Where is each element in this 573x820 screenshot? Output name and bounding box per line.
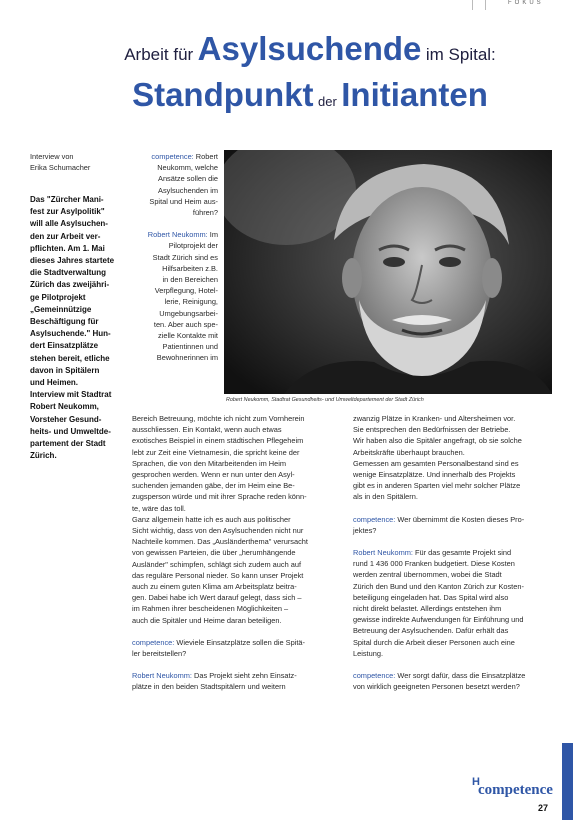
text-line bbox=[132, 185, 218, 196]
line-text: zwanzig Plätze in Kranken- und Altersheimen vor. bbox=[353, 414, 516, 423]
line-text: dieses Jahres startete bbox=[30, 256, 115, 266]
text-line bbox=[132, 435, 345, 446]
text-line bbox=[353, 525, 553, 536]
line-text: rund 1 436 000 Franken budgetiert. Diese Kosten bbox=[353, 559, 515, 569]
line-text: Im Pilotprojekt der bbox=[168, 230, 218, 251]
line-text: gen. Dabei habe ich Wert darauf gelegt, dass sich – bbox=[132, 593, 302, 603]
page-number: 27 bbox=[538, 803, 549, 813]
top-bar bbox=[0, 0, 573, 14]
text-line bbox=[132, 196, 218, 207]
edge-color-bar bbox=[562, 743, 573, 820]
question-4 bbox=[353, 670, 553, 692]
text-line bbox=[132, 162, 218, 173]
line-text: Leistung. bbox=[353, 648, 383, 658]
line-text: den zur Arbeit ver- bbox=[30, 231, 101, 241]
line-text: gewisse indirekte Aufwendungen für Einführung und bbox=[353, 615, 524, 625]
text-line bbox=[132, 547, 345, 558]
text-line bbox=[30, 255, 125, 267]
text-line bbox=[353, 614, 553, 625]
text-line bbox=[132, 615, 345, 626]
line-text: pflichten. Am 1. Mai bbox=[30, 243, 105, 253]
line-text: als in den Spitälern. bbox=[353, 492, 418, 502]
text-line bbox=[30, 365, 125, 377]
line-text: heits- und Umweltde- bbox=[30, 426, 111, 436]
text-line bbox=[30, 401, 125, 413]
line-text: Asylsuchenden im bbox=[158, 185, 218, 195]
text-line bbox=[132, 207, 218, 218]
text-line bbox=[30, 279, 125, 291]
text-line bbox=[353, 558, 553, 569]
text-line bbox=[353, 547, 553, 558]
line-text: werden zentral übernommen, wobei die Stadt bbox=[353, 570, 502, 580]
line-text: die Stadtverwaltung bbox=[30, 268, 107, 278]
text-line bbox=[353, 491, 553, 502]
answer-2-continued bbox=[353, 413, 553, 503]
text-line bbox=[353, 637, 553, 648]
headline-part: im Spital: bbox=[425, 45, 496, 64]
text-line bbox=[30, 328, 125, 340]
line-text: will alle Asylsuchen- bbox=[30, 219, 108, 229]
text-line bbox=[132, 229, 218, 251]
line-text: Arbeitskräfte überhaupt brauchen. bbox=[353, 447, 465, 457]
line-text: und Heimen. bbox=[30, 378, 79, 388]
headline-part: der bbox=[318, 94, 337, 109]
line-text: Sicht wichtig, dass von den Asylsuchenden nicht nur bbox=[132, 526, 304, 536]
line-text: zielle Kontakte mit bbox=[158, 331, 218, 341]
byline bbox=[30, 151, 122, 173]
text-line bbox=[353, 480, 553, 491]
top-tab-mark bbox=[472, 0, 486, 10]
text-line bbox=[132, 341, 218, 352]
line-text: gesprochen werden. Wenn er nun unter den Asyl- bbox=[132, 470, 295, 480]
text-line bbox=[353, 569, 553, 580]
line-text: wenige Einsatzplätze. Und innerhalb des Projekts bbox=[353, 470, 516, 480]
line-text: von gewissen Parteien, die über „herumhängende bbox=[132, 548, 296, 558]
text-line bbox=[132, 536, 345, 547]
headline-keyword: Standpunkt bbox=[132, 76, 314, 113]
text-line bbox=[353, 458, 553, 469]
headline-line-2 bbox=[60, 76, 560, 114]
text-line bbox=[353, 469, 553, 480]
line-text: partement der Stadt bbox=[30, 439, 106, 449]
text-line bbox=[132, 570, 345, 581]
line-text: Patientinnen und bbox=[162, 342, 218, 352]
text-line bbox=[353, 447, 553, 458]
text-line bbox=[132, 330, 218, 341]
line-text: Vorsteher Gesund- bbox=[30, 414, 102, 424]
text-line bbox=[132, 173, 218, 184]
text-line bbox=[30, 340, 125, 352]
speaker-label: competence: bbox=[132, 637, 175, 647]
line-text: „Gemeinnützige bbox=[30, 304, 92, 314]
text-line bbox=[353, 514, 553, 525]
line-text: Ganz allgemein hatte ich es auch aus politischer bbox=[132, 514, 291, 524]
line-text: Zürich den Bund und den Kanton Zürich zur Kosten- bbox=[353, 581, 524, 591]
line-text: Robert bbox=[193, 152, 218, 161]
headline-keyword: Asylsuchende bbox=[197, 30, 422, 67]
text-line bbox=[132, 296, 218, 307]
line-text: te, wäre das toll. bbox=[132, 503, 186, 513]
lead-paragraph bbox=[30, 194, 125, 462]
text-line bbox=[30, 194, 125, 206]
question-2 bbox=[132, 637, 345, 659]
line-text: gibt es in anderen Sparten viel mehr solcher Plätze bbox=[353, 481, 521, 491]
text-line bbox=[132, 413, 345, 424]
line-text: Ausländer" schimpfen, schlägt sich zudem auch auf bbox=[132, 559, 302, 569]
line-text: plätze in den beiden Stadtspitälern und weitern bbox=[132, 682, 286, 692]
line-text: Gemessen am gesamten Personalbestand sind es bbox=[353, 458, 519, 468]
answer-3 bbox=[353, 547, 553, 659]
text-line bbox=[132, 319, 218, 330]
column-2-lower bbox=[132, 413, 345, 693]
line-text: Bewohnerinnen im bbox=[156, 353, 218, 363]
speaker-label: Robert Neukomm: bbox=[147, 230, 208, 240]
text-line bbox=[132, 681, 345, 692]
text-line bbox=[132, 480, 345, 491]
line-text: Asylsuchende." Hun- bbox=[30, 329, 111, 339]
text-line bbox=[30, 243, 125, 255]
line-text: Betreuung der Asylsuchenden. Dafür erhält das bbox=[353, 626, 509, 636]
question-3 bbox=[353, 514, 553, 536]
speaker-label: competence: bbox=[151, 152, 194, 161]
text-line bbox=[132, 274, 218, 285]
text-line bbox=[132, 603, 345, 614]
text-line bbox=[132, 447, 345, 458]
line-text: ten. Aber auch spe- bbox=[153, 319, 218, 329]
logo-word: competence bbox=[478, 782, 553, 798]
line-text: Wieviele Einsatzplätze sollen die Spitä- bbox=[174, 637, 305, 647]
text-line bbox=[30, 304, 125, 316]
text-line bbox=[132, 581, 345, 592]
text-line bbox=[30, 206, 125, 218]
line-text: stehen bereit, etliche bbox=[30, 353, 110, 363]
line-text: Das Projekt sieht zehn Einsatz- bbox=[191, 671, 297, 681]
text-line bbox=[132, 469, 345, 480]
text-line bbox=[132, 352, 218, 363]
line-text: Umgebungsarbei- bbox=[159, 308, 218, 318]
text-line bbox=[353, 681, 553, 692]
line-text: ler bereitstellen? bbox=[132, 649, 187, 659]
photo-caption: Robert Neukomm, Stadtrat Gesundheits- und Umweltdepartement der Stadt Zürich bbox=[226, 397, 424, 403]
text-line bbox=[132, 503, 345, 514]
line-text: auch die Spitäler und Heime daran beteiligen. bbox=[132, 615, 282, 625]
line-text: Wer übernimmt die Kosten dieses Pro- bbox=[395, 514, 525, 524]
line-text: Spital durch die Arbeit dieser Personen auch eine bbox=[353, 637, 515, 647]
line-text: jektes? bbox=[353, 525, 377, 535]
line-text: in den Bereichen bbox=[162, 275, 218, 285]
line-text: von wirklich geeigneten Personen besetzt werden? bbox=[353, 682, 520, 692]
text-line bbox=[30, 450, 125, 462]
text-line bbox=[30, 316, 125, 328]
text-line bbox=[30, 218, 125, 230]
text-line bbox=[353, 603, 553, 614]
text-line bbox=[353, 424, 553, 435]
text-line bbox=[30, 292, 125, 304]
text-line bbox=[132, 285, 218, 296]
text-line bbox=[353, 581, 553, 592]
line-text: ausschliessen. Ein Kontakt, wenn auch etwas bbox=[132, 425, 282, 435]
text-line bbox=[30, 438, 125, 450]
line-text: lerie, Reinigung, bbox=[164, 297, 218, 307]
line-text: Sie entsprechen den Bedürfnissen der Betriebe. bbox=[353, 425, 511, 435]
text-line bbox=[30, 389, 125, 401]
line-text: Sprachen, die von den Mitarbeitenden im Heim bbox=[132, 458, 287, 468]
line-text: Robert Neukomm, bbox=[30, 402, 99, 412]
line-text: Verpflegung, Hotel- bbox=[154, 286, 218, 296]
line-text: lebt zur Zeit eine Vietnamesin, die spricht keine der bbox=[132, 447, 300, 457]
answer-2 bbox=[132, 670, 345, 692]
speaker-label: competence: bbox=[353, 514, 396, 524]
text-line bbox=[353, 670, 553, 681]
text-line bbox=[132, 514, 345, 525]
line-text: das reguläre Personal nieder. So kann unser Projekt bbox=[132, 570, 304, 580]
line-text: Zürich. bbox=[30, 451, 57, 461]
speaker-label: Robert Neukomm: bbox=[132, 671, 192, 681]
logo-letter: H bbox=[472, 776, 480, 788]
line-text: auch zu einem guten Klima am Arbeitsplatz beitra- bbox=[132, 582, 297, 592]
line-text: Interview mit Stadtrat bbox=[30, 390, 112, 400]
text-line bbox=[353, 648, 553, 659]
line-text: Für das gesamte Projekt sind bbox=[412, 548, 512, 558]
text-line bbox=[30, 426, 125, 438]
text-line bbox=[132, 670, 345, 681]
headline-keyword: Initianten bbox=[341, 76, 488, 113]
line-text: Zürich das zweijähri- bbox=[30, 280, 110, 290]
line-text: davon in Spitälern bbox=[30, 365, 100, 375]
line-text: Wir haben also die Spitäler angefragt, ob sie solche bbox=[353, 436, 522, 446]
text-line bbox=[132, 308, 218, 319]
speaker-label: competence: bbox=[353, 671, 396, 681]
line-text: im Rahmen ihrer bescheidenen Möglichkeiten – bbox=[132, 604, 289, 614]
line-text: Spital und Heim aus- bbox=[149, 196, 218, 206]
byline-line: Erika Schumacher bbox=[30, 163, 91, 173]
text-line bbox=[30, 231, 125, 243]
line-text: Neukomm, welche bbox=[157, 163, 218, 173]
line-text: Beschäftigung für bbox=[30, 317, 99, 327]
headline-line-1 bbox=[60, 30, 560, 68]
speaker-label: Robert Neukomm: bbox=[353, 548, 413, 558]
text-line bbox=[132, 559, 345, 570]
line-text: Nachteile kommen. Das „Ausländerthema" verursacht bbox=[132, 537, 308, 547]
text-line bbox=[353, 435, 553, 446]
line-text: suchenden jemanden gäbe, der im Heim eine Be- bbox=[132, 481, 295, 491]
portrait-photo bbox=[224, 150, 552, 394]
text-line bbox=[132, 151, 218, 162]
text-line bbox=[132, 252, 218, 263]
line-text: Wer sorgt dafür, dass die Einsatzplätze bbox=[395, 671, 526, 681]
line-text: nicht direkt belastet. Allerdings entstehen ihm bbox=[353, 604, 502, 614]
text-line bbox=[30, 353, 125, 365]
line-text: führen? bbox=[192, 208, 218, 218]
question-1 bbox=[132, 151, 218, 218]
column-2-upper bbox=[132, 151, 218, 364]
text-line bbox=[353, 592, 553, 603]
byline-line: Interview von bbox=[30, 152, 74, 161]
text-line bbox=[132, 424, 345, 435]
text-line bbox=[353, 413, 553, 424]
text-line bbox=[132, 525, 345, 536]
text-line bbox=[132, 263, 218, 274]
column-3 bbox=[353, 413, 553, 692]
line-text: Ansätze sollen die bbox=[158, 174, 218, 184]
section-rubric: FOKUS bbox=[508, 0, 544, 6]
line-text: Das "Zürcher Mani- bbox=[30, 195, 104, 204]
line-text: Hilfsarbeiten z.B. bbox=[162, 263, 218, 273]
line-text: Bereich Betreuung, möchte ich nicht zum Vornherein bbox=[132, 414, 305, 423]
text-line bbox=[132, 648, 345, 659]
text-line bbox=[132, 592, 345, 603]
text-line bbox=[353, 625, 553, 636]
line-text: exotisches Beispiel in einem städtischen Pflegeheim bbox=[132, 436, 304, 446]
headline-part: Arbeit für bbox=[124, 45, 194, 64]
answer-1 bbox=[132, 229, 218, 363]
text-line bbox=[132, 458, 345, 469]
line-text: fest zur Asylpolitik" bbox=[30, 207, 105, 217]
line-text: dert Einsatzplätze bbox=[30, 341, 99, 351]
text-line bbox=[30, 377, 125, 389]
line-text: beteiligung eingeladen hat. Das Spital wird also bbox=[353, 592, 509, 602]
competence-logo bbox=[470, 778, 562, 800]
text-line bbox=[30, 267, 125, 279]
line-text: ge Pilotprojekt bbox=[30, 292, 86, 302]
text-line bbox=[30, 414, 125, 426]
text-line bbox=[132, 637, 345, 648]
answer-1-continued bbox=[132, 413, 345, 626]
text-line bbox=[132, 491, 345, 502]
line-text: zugsperson würde und mit ihrer Sprache reden könn- bbox=[132, 492, 307, 502]
line-text: Stadt Zürich sind es bbox=[152, 252, 218, 262]
